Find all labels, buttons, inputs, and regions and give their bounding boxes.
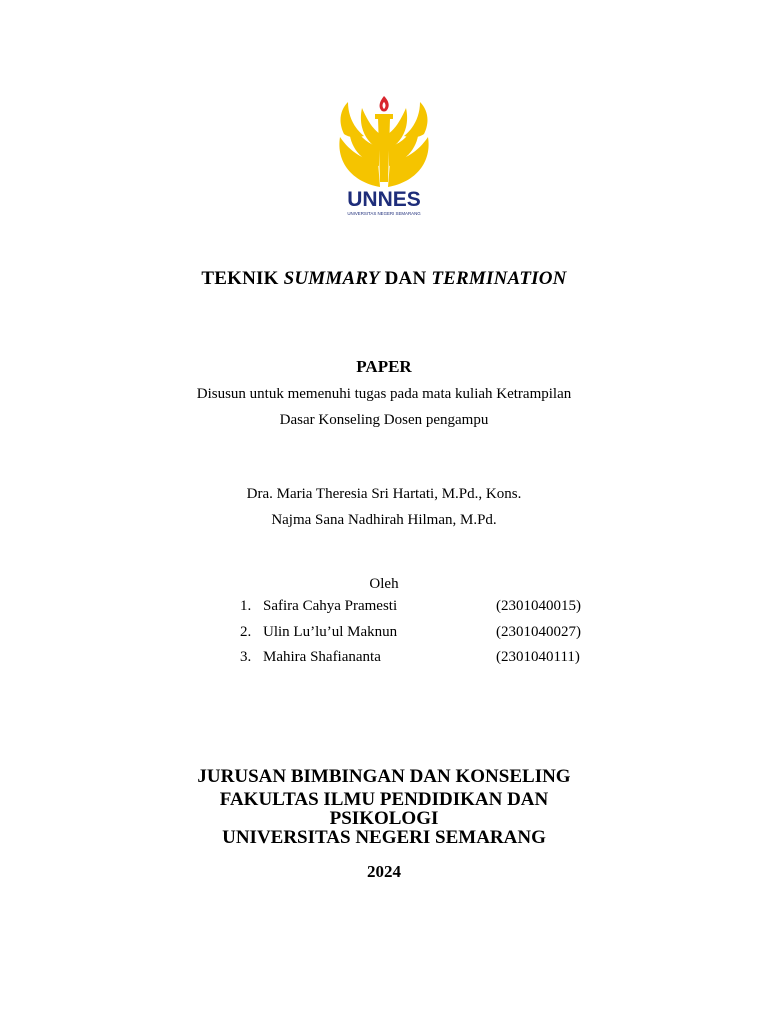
list-item	[240, 649, 600, 675]
list-item	[240, 624, 600, 650]
member-nim: (2301040027)	[496, 623, 581, 640]
institution-line-4: UNIVERSITAS NEGERI SEMARANG	[222, 827, 546, 848]
member-nim: (2301040111)	[496, 649, 580, 665]
member-number: 2.	[240, 623, 252, 640]
member-name: Ulin Lu’lu’ul Maknun	[263, 623, 398, 640]
institution-line-1: JURUSAN BIMBINGAN DAN KONSELING	[197, 766, 571, 787]
logo-sub-text: UNIVERSITAS NEGERI SEMARANG	[347, 211, 421, 216]
title-part-3: DAN	[379, 268, 432, 289]
document-title	[0, 268, 768, 290]
paper-label: PAPER	[356, 357, 412, 376]
institution-line-2: FAKULTAS ILMU PENDIDIKAN DAN	[219, 789, 549, 810]
lecturer-1: Dra. Maria Theresia Sri Hartati, M.Pd., Kons.	[246, 486, 522, 502]
description-line-2: Dasar Konseling Dosen pengampu	[279, 412, 489, 428]
institution-line-3: PSIKOLOGI	[329, 808, 439, 829]
member-number: 3.	[240, 649, 252, 665]
year: 2024	[367, 862, 401, 881]
list-item	[240, 598, 600, 624]
description-line-1: Disusun untuk memenuhi tugas pada mata kuliah Ketrampilan	[196, 386, 572, 402]
member-name: Mahira Shafiananta	[263, 649, 381, 665]
title-part-1: TEKNIK	[201, 268, 284, 289]
logo-brand-text: UNNES	[347, 188, 421, 211]
unnes-emblem-icon	[332, 92, 436, 220]
lecturer-2: Najma Sana Nadhirah Hilman, M.Pd.	[271, 512, 497, 528]
by-label: Oleh	[369, 576, 399, 592]
member-number: 1.	[240, 598, 252, 614]
member-name: Safira Cahya Pramesti	[263, 598, 398, 614]
member-nim: (2301040015)	[496, 598, 581, 614]
title-part-4: TERMINATION	[431, 268, 567, 289]
unnes-logo	[332, 92, 436, 220]
members-list	[240, 598, 600, 675]
title-part-2: SUMMARY	[283, 268, 380, 289]
